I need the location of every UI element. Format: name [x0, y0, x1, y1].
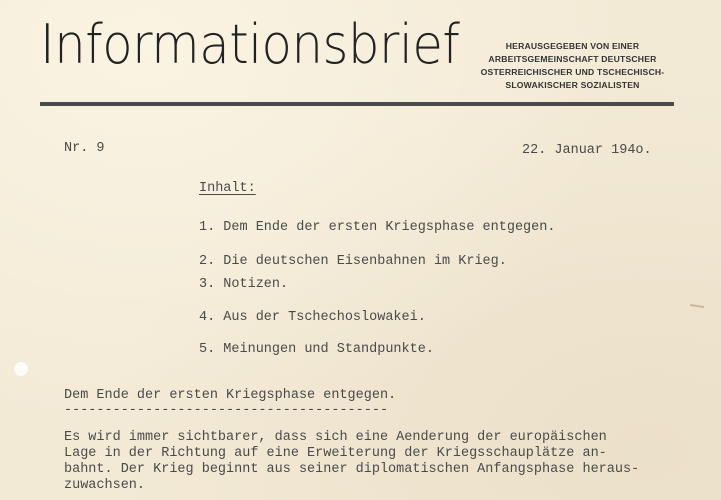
paper-speck: [14, 362, 28, 376]
publisher-line: HERAUSGEGEBEN VON EINER: [505, 41, 640, 51]
toc-item: 2. Die deutschen Eisenbahnen im Krieg.: [199, 254, 507, 269]
toc-heading: Inhalt:: [199, 181, 256, 196]
publisher-line: ARBEITSGEMEINSCHAFT DEUTSCHER: [488, 54, 657, 64]
body-line: zuwachsen.: [64, 478, 146, 493]
masthead-title: Informationsbrief: [40, 13, 460, 76]
toc-item: 5. Meinungen und Standpunkte.: [199, 342, 434, 357]
paper-mark: [690, 304, 704, 308]
publisher-line: OSTERREICHISCHER UND TSCHECHISCH-: [480, 67, 665, 77]
header-rule: [40, 102, 674, 106]
publisher-line: SLOWAKISCHER SOZIALISTEN: [505, 80, 640, 90]
section-underline: ----------------------------------------: [64, 403, 389, 418]
body-line: bahnt. Der Krieg beginnt aus seiner diplomatischen Anfangsphase heraus-: [64, 462, 640, 477]
body-line: Es wird immer sichtbarer, dass sich eine Aenderung der europäischen: [64, 430, 607, 445]
publisher-block: [470, 40, 675, 92]
section-heading: Dem Ende der ersten Kriegsphase entgegen.: [64, 388, 397, 403]
toc-item: 3. Notizen.: [199, 277, 289, 292]
toc-item: 1. Dem Ende der ersten Kriegsphase entgegen.: [199, 220, 556, 235]
toc-item: 4. Aus der Tschechoslowakei.: [199, 310, 426, 325]
body-line: Lage in der Richtung auf eine Erweiterung der Kriegsschauplätze an-: [64, 446, 607, 461]
issue-date: 22. Januar 194o.: [522, 143, 652, 158]
issue-number: Nr. 9: [64, 141, 105, 156]
